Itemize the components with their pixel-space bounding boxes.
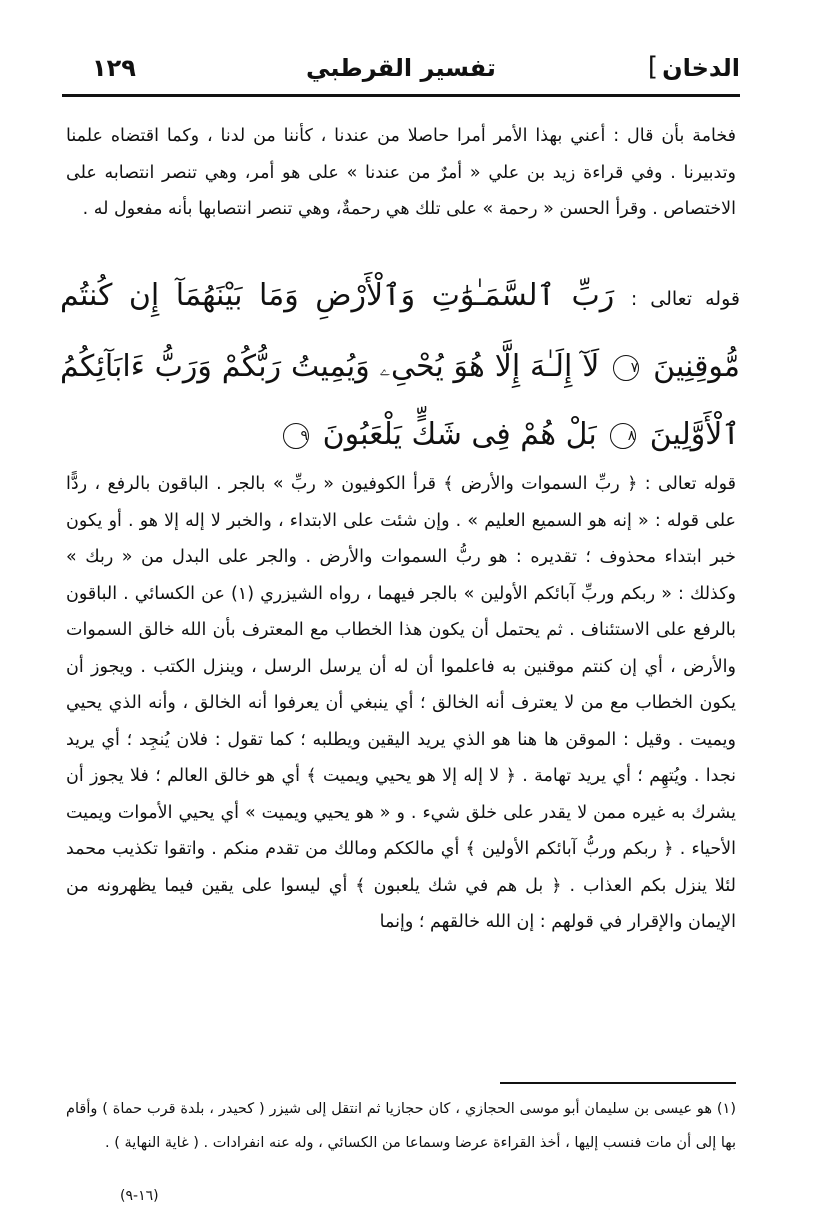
verse-number-7: ٧ [613,355,639,381]
header-rule [62,94,740,97]
quran-verse-block [60,262,740,469]
verse-text-8: لَآ إِلَـٰهَ إِلَّا هُوَ يُحْىِۦ وَيُمِيتُ رَبُّكُمْ وَرَبُّ ءَابَآئِكُمُ ٱلْأَوَّلِينَ [60,349,740,452]
commentary-paragraph-1: فخامة بأن قال : أعني بهذا الأمر أمرا حاصلا من عندنا ، كأننا من لدنا ، وكما اقتضاه علمنا وتدبيرنا . وفي قراءة زيد بن علي « أمرٌ من عندنا » على هو أمر، وهي تنصر انتصابه على الاختصاص . وقرأ الحسن « رحمة » على تلك هي رحمةٌ، وهي تنصر انتصابها بأنه مفعول له . [66,126,736,219]
verse-number-9: ٩ [283,423,309,449]
printer-signature: (١٦-٩) [120,1188,159,1204]
verse-intro: قوله تعالى : [630,288,740,310]
book-title: تفسير القرطبي [306,54,496,82]
verse-number-8: ٨ [610,423,636,449]
commentary-paragraph-2: قوله تعالى : ﴿ ربِّ السموات والأرض ﴾ قرأ الكوفيون « ربِّ » بالجر . الباقون بالرفع ، ردًّا على قوله : « إنه هو السميع العليم » . وإن شئت على الابتداء ، والخبر لا إله إلا هو . أو يكون خبر ابتداء محذوف ؛ تقديره : هو ربُّ السموات والأرض . والجر على البدل من « ربك » وكذلك : « ربكم وربِّ آبائكم الأولين » بالجر فيهما ، رواه الشيزري (١) عن الكسائي . الباقون بالرفع على الاستئناف . ثم يحتمل أن يكون هذا الخطاب مع المعترف بأن الله خالق السموات والأرض ، أي إن كنتم موقنين به فاعلموا أن له أن يرسل الرسل ، وينزل الكتب . ويجوز أن يكون الخطاب مع من لا يعترف أنه الخالق ؛ أي ينبغي أن يعرفوا أنه الخالق ، وأنه الذي يحيي ويميت . وقيل : الموقن ها هنا هو الذي يريد اليقين ويطلبه ؛ كما تقول : فلان يُنجِد ؛ أي يريد نجدا . ويُتهِم ؛ أي يريد تهامة . ﴿ لا إله إلا هو يحيي ويميت ﴾ أي هو خالق العالم ؛ فلا يجوز أن يشرك به غيره ممن لا يقدر على خلق شيء . و « هو يحيي ويميت » أي يحيي الأموات ويميت الأحياء . ﴿ ربكم وربُّ آبائكم الأولين ﴾ أي مالككم ومالك من تقدم منكم . واتقوا تكذيب محمد لئلا ينزل بكم العذاب . ﴿ بل هم في شك يلعبون ﴾ أي ليسوا على يقين فيما يظهرونه من الإيمان والإقرار في قولهم : إن الله خالقهم ؛ وإنما [66,474,736,932]
verse-text-7: رَبِّ ٱلسَّمَـٰوَٰتِ وَٱلْأَرْضِ وَمَا بَيْنَهُمَآ إِن كُنتُم مُّوقِنِينَ [60,278,740,384]
header-bracket: ] [647,52,658,82]
surah-name: الدخان [662,54,740,82]
footnote: (١) هو عيسى بن سليمان أبو موسى الحجازي ، كان حجازيا ثم انتقل إلى شيزر ( كحيدر ، بلدة قرب حماة ) وأقام بها إلى أن مات فنسب إليها ، أخذ القراءة عرضا وسماعا من الكسائي ، وله عنه انفرادات . ( غاية النهاية ) . [66,1101,736,1151]
verse-text-9: بَلْ هُمْ فِى شَكٍّ يَلْعَبُونَ [322,417,597,452]
page-header [62,52,740,90]
footnote-rule [500,1082,736,1084]
page-number: ١٢٩ [92,54,136,82]
